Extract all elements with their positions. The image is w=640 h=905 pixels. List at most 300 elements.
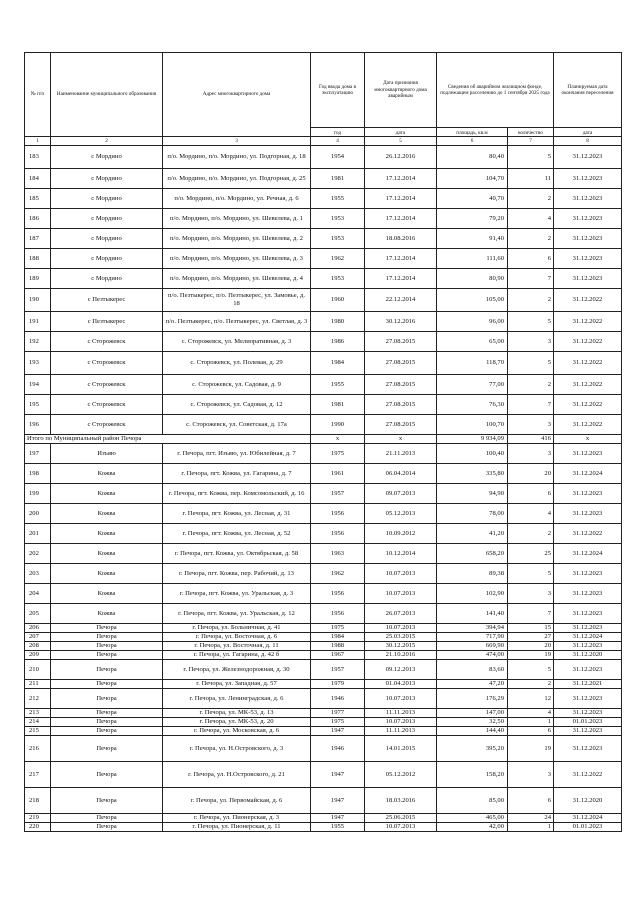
total-area: 9 934,09	[437, 435, 508, 444]
row-area: 158,20	[437, 762, 508, 788]
row-year: 1961	[311, 464, 365, 484]
row-qty: 6	[508, 249, 554, 269]
table-row	[25, 762, 622, 788]
row-area: 80,40	[437, 146, 508, 169]
row-area: 144,40	[437, 727, 508, 736]
row-date: 10.09.2012	[365, 524, 437, 544]
row-address: г. Печора, пгт. Кожва, ул. Октябрьская, д. 58	[163, 544, 311, 564]
row-year: 1953	[311, 269, 365, 289]
row-date: 27.08.2015	[365, 332, 437, 352]
row-qty: 3	[508, 415, 554, 435]
row-municipality: с Мордино	[51, 229, 163, 249]
row-number: 184	[25, 169, 51, 189]
row-municipality: с Сторожевск	[51, 332, 163, 352]
row-qty: 5	[508, 660, 554, 680]
row-qty: 1	[508, 823, 554, 832]
table-row	[25, 823, 622, 832]
row-number: 205	[25, 604, 51, 624]
row-area: 91,40	[437, 229, 508, 249]
row-number: 204	[25, 584, 51, 604]
table-row	[25, 624, 622, 633]
row-year: 1975	[311, 444, 365, 464]
row-year: 1980	[311, 312, 365, 332]
row-address: г. Печора, ул. МК-53, д. 20	[163, 718, 311, 727]
row-year: 1956	[311, 604, 365, 624]
row-plan: 31.12.2024	[554, 464, 622, 484]
row-municipality: с Пезтыкерес	[51, 289, 163, 312]
row-number: 188	[25, 249, 51, 269]
row-area: 94,90	[437, 484, 508, 504]
row-number: 196	[25, 415, 51, 435]
col-index-1: 1	[25, 137, 51, 146]
row-qty: 5	[508, 312, 554, 332]
table-row	[25, 727, 622, 736]
col-index-5: 5	[365, 137, 437, 146]
row-number: 187	[25, 229, 51, 249]
row-date: 30.12.2015	[365, 642, 437, 651]
table-row	[25, 464, 622, 484]
row-municipality: с Сторожевск	[51, 415, 163, 435]
row-date: 26.07.2013	[365, 604, 437, 624]
row-municipality: Печора	[51, 814, 163, 823]
row-year: 1955	[311, 823, 365, 832]
row-date: 27.08.2015	[365, 375, 437, 395]
row-qty: 3	[508, 762, 554, 788]
row-address: г. Печора, пгт. Кожва, ул. Лесная, д. 52	[163, 524, 311, 544]
row-date: 01.04.2013	[365, 680, 437, 689]
row-municipality: Кожва	[51, 464, 163, 484]
row-number: 215	[25, 727, 51, 736]
row-year: 1953	[311, 229, 365, 249]
row-area: 100,40	[437, 444, 508, 464]
row-plan: 31.12.2023	[554, 584, 622, 604]
row-year: 1988	[311, 642, 365, 651]
row-number: 209	[25, 651, 51, 660]
row-address: г. Печора, ул. МК-53, д. 13	[163, 709, 311, 718]
col-index-6: 6	[437, 137, 508, 146]
table-row	[25, 564, 622, 584]
row-qty: 5	[508, 564, 554, 584]
row-qty: 4	[508, 504, 554, 524]
row-year: 1975	[311, 624, 365, 633]
row-area: 83,60	[437, 660, 508, 680]
row-municipality: Кожва	[51, 544, 163, 564]
subheader-date: дата	[365, 128, 437, 137]
row-area: 41,20	[437, 524, 508, 544]
row-address: г. Печора, пгт. Кожва, ул. Уральская, д. 12	[163, 604, 311, 624]
total-qty: 416	[508, 435, 554, 444]
row-date: 25.03.2015	[365, 633, 437, 642]
row-year: 1953	[311, 209, 365, 229]
row-address: с. Сторожевск, ул. Садовая, д. 12	[163, 395, 311, 415]
row-plan: 31.12.2024	[554, 633, 622, 642]
row-number: 216	[25, 736, 51, 762]
row-plan: 31.12.2023	[554, 189, 622, 209]
row-date: 21.11.2013	[365, 444, 437, 464]
header-emergency-fund: Сведения об аварийном жилищном фонде, подлежащем расселению до 1 сентября 2025 года	[437, 53, 554, 128]
row-number: 192	[25, 332, 51, 352]
row-year: 1984	[311, 352, 365, 375]
table-row	[25, 375, 622, 395]
row-municipality: Кожва	[51, 604, 163, 624]
row-municipality: Печора	[51, 736, 163, 762]
row-area: 77,00	[437, 375, 508, 395]
row-municipality: с Мордино	[51, 209, 163, 229]
table-row	[25, 788, 622, 814]
row-date: 17.12.2014	[365, 189, 437, 209]
row-plan: 31.12.2023	[554, 709, 622, 718]
row-area: 141,40	[437, 604, 508, 624]
row-number: 190	[25, 289, 51, 312]
row-year: 1979	[311, 680, 365, 689]
row-date: 05.12.2013	[365, 504, 437, 524]
row-plan: 31.12.2023	[554, 504, 622, 524]
table-row	[25, 352, 622, 375]
row-date: 10.07.2013	[365, 689, 437, 709]
row-qty: 15	[508, 624, 554, 633]
row-number: 198	[25, 464, 51, 484]
table-row	[25, 209, 622, 229]
header-plan-date: Планируемая дата окончания переселения	[554, 53, 622, 128]
subheader-area: площадь, кв.м	[437, 128, 508, 137]
row-area: 76,30	[437, 395, 508, 415]
row-qty: 6	[508, 788, 554, 814]
row-municipality: с Мордино	[51, 146, 163, 169]
row-municipality: Печора	[51, 788, 163, 814]
row-year: 1947	[311, 814, 365, 823]
row-address: п/о. Мордино, п/о. Мордино, ул. Подгорная, д. 25	[163, 169, 311, 189]
row-qty: 2	[508, 524, 554, 544]
document-page	[24, 52, 621, 832]
table-row	[25, 633, 622, 642]
row-address: г. Печора, ул. Железнодорожная, д. 30	[163, 660, 311, 680]
row-plan: 31.12.2023	[554, 484, 622, 504]
header-address: Адрес многоквартирного дома	[163, 53, 311, 137]
row-year: 1954	[311, 146, 365, 169]
total-date: x	[365, 435, 437, 444]
row-qty: 12	[508, 689, 554, 709]
table-row	[25, 444, 622, 464]
row-qty: 20	[508, 642, 554, 651]
table-row	[25, 718, 622, 727]
row-year: 1957	[311, 660, 365, 680]
row-date: 10.07.2013	[365, 823, 437, 832]
subheader-plan: дата	[554, 128, 622, 137]
row-date: 26.12.2016	[365, 146, 437, 169]
row-area: 111,60	[437, 249, 508, 269]
row-area: 118,70	[437, 352, 508, 375]
table-body	[25, 146, 622, 832]
row-date: 11.11.2013	[365, 709, 437, 718]
table-row	[25, 651, 622, 660]
total-label: Итого по Муниципальный район Печора	[25, 435, 311, 444]
row-number: 183	[25, 146, 51, 169]
header-date: Дата признания многоквартирного дома аварийным	[365, 53, 437, 128]
housing-table	[24, 52, 622, 832]
row-qty: 7	[508, 395, 554, 415]
row-municipality: Печора	[51, 633, 163, 642]
table-row	[25, 736, 622, 762]
row-plan: 31.12.2023	[554, 736, 622, 762]
row-qty: 27	[508, 633, 554, 642]
row-qty: 19	[508, 651, 554, 660]
row-qty: 2	[508, 375, 554, 395]
row-qty: 7	[508, 604, 554, 624]
table-row	[25, 504, 622, 524]
row-number: 195	[25, 395, 51, 415]
row-qty: 6	[508, 727, 554, 736]
row-plan: 01.01.2023	[554, 823, 622, 832]
row-address: п/о. Мордино, п/о. Мордино, ул. Шевелева, д. 2	[163, 229, 311, 249]
row-plan: 31.12.2023	[554, 727, 622, 736]
row-date: 11.11.2013	[365, 727, 437, 736]
row-date: 09.07.2013	[365, 484, 437, 504]
row-address: г. Печора, пгт. Кожва, ул. Уральская, д. 3	[163, 584, 311, 604]
row-number: 217	[25, 762, 51, 788]
row-date: 17.12.2014	[365, 269, 437, 289]
row-municipality: Печора	[51, 727, 163, 736]
row-plan: 31.12.2024	[554, 814, 622, 823]
row-year: 1955	[311, 189, 365, 209]
row-year: 1956	[311, 584, 365, 604]
table-row	[25, 312, 622, 332]
row-plan: 31.12.2024	[554, 544, 622, 564]
row-plan: 31.12.2023	[554, 269, 622, 289]
table-row	[25, 660, 622, 680]
row-plan: 31.12.2022	[554, 352, 622, 375]
total-row	[25, 435, 622, 444]
row-date: 10.07.2013	[365, 624, 437, 633]
table-row	[25, 689, 622, 709]
row-area: 85,00	[437, 788, 508, 814]
row-address: г. Печора, пгт. Кожва, пер. Комсомольский, д. 16	[163, 484, 311, 504]
row-area: 669,90	[437, 642, 508, 651]
table-row	[25, 289, 622, 312]
row-year: 1957	[311, 484, 365, 504]
row-date: 10.07.2013	[365, 584, 437, 604]
row-plan: 31.12.2022	[554, 524, 622, 544]
row-date: 21.10.2016	[365, 651, 437, 660]
row-municipality: с Сторожевск	[51, 352, 163, 375]
row-municipality: с Мордино	[51, 269, 163, 289]
row-date: 22.12.2014	[365, 289, 437, 312]
row-plan: 31.12.2022	[554, 312, 622, 332]
row-area: 395,20	[437, 736, 508, 762]
row-address: п/о. Мордино, п/о. Мордино, ул. Шевелева, д. 3	[163, 249, 311, 269]
row-municipality: Кожва	[51, 564, 163, 584]
row-municipality: Кожва	[51, 524, 163, 544]
row-number: 213	[25, 709, 51, 718]
row-number: 200	[25, 504, 51, 524]
row-qty: 2	[508, 189, 554, 209]
row-year: 1946	[311, 689, 365, 709]
row-municipality: с Пезтыкерес	[51, 312, 163, 332]
row-address: г. Печора, ул. Восточная, д. 11	[163, 642, 311, 651]
row-address: г. Печора, ул. Восточная, д. 6	[163, 633, 311, 642]
row-plan: 31.12.2023	[554, 642, 622, 651]
row-area: 717,90	[437, 633, 508, 642]
subheader-year: год	[311, 128, 365, 137]
table-row	[25, 642, 622, 651]
row-qty: 3	[508, 584, 554, 604]
row-plan: 31.12.2022	[554, 332, 622, 352]
row-municipality: Печора	[51, 709, 163, 718]
row-qty: 5	[508, 146, 554, 169]
row-address: г. Печора, ул. Больничная, д. 41	[163, 624, 311, 633]
row-number: 202	[25, 544, 51, 564]
row-address: с. Сторожевск, ул. Садовая, д. 9	[163, 375, 311, 395]
row-address: г. Печора, пгт. Изъяю, ул. Юбилейная, д. 7	[163, 444, 311, 464]
row-year: 1986	[311, 332, 365, 352]
row-municipality: Печора	[51, 642, 163, 651]
table-header	[25, 53, 622, 146]
row-year: 1981	[311, 395, 365, 415]
row-qty: 25	[508, 544, 554, 564]
row-area: 474,00	[437, 651, 508, 660]
row-year: 1977	[311, 709, 365, 718]
row-date: 27.08.2015	[365, 395, 437, 415]
row-municipality: Изъяю	[51, 444, 163, 464]
row-address: г. Печора, пгт. Кожва, пер. Рабочий, д. 13	[163, 564, 311, 584]
row-qty: 3	[508, 332, 554, 352]
row-plan: 31.12.2022	[554, 762, 622, 788]
row-qty: 24	[508, 814, 554, 823]
row-date: 10.07.2013	[365, 564, 437, 584]
row-address: г. Печора, ул. Западная, д. 57	[163, 680, 311, 689]
row-number: 201	[25, 524, 51, 544]
row-area: 65,00	[437, 332, 508, 352]
row-address: г. Печора, ул. Пионерская, д. 3	[163, 814, 311, 823]
row-plan: 31.12.2023	[554, 444, 622, 464]
row-number: 220	[25, 823, 51, 832]
row-plan: 31.12.2023	[554, 689, 622, 709]
row-municipality: Кожва	[51, 504, 163, 524]
row-municipality: с Мордино	[51, 189, 163, 209]
col-index-7: 7	[508, 137, 554, 146]
row-year: 1960	[311, 289, 365, 312]
table-row	[25, 189, 622, 209]
row-plan: 31.12.2023	[554, 624, 622, 633]
table-row	[25, 415, 622, 435]
row-date: 10.07.2013	[365, 718, 437, 727]
row-address: п/о. Пезтыкерес, п/о. Пезтыкерес, ул. Светлая, д. 3	[163, 312, 311, 332]
header-year: Год ввода дома в эксплуатацию	[311, 53, 365, 128]
row-municipality: Печора	[51, 823, 163, 832]
row-number: 211	[25, 680, 51, 689]
table-row	[25, 332, 622, 352]
row-number: 186	[25, 209, 51, 229]
row-qty: 11	[508, 169, 554, 189]
row-area: 89,38	[437, 564, 508, 584]
table-row	[25, 229, 622, 249]
row-area: 47,20	[437, 680, 508, 689]
row-date: 10.12.2014	[365, 544, 437, 564]
row-plan: 31.12.2023	[554, 604, 622, 624]
row-area: 78,00	[437, 504, 508, 524]
row-area: 105,00	[437, 289, 508, 312]
row-number: 208	[25, 642, 51, 651]
row-qty: 6	[508, 484, 554, 504]
row-municipality: Печора	[51, 680, 163, 689]
row-municipality: Печора	[51, 651, 163, 660]
row-date: 09.12.2013	[365, 660, 437, 680]
row-area: 32,50	[437, 718, 508, 727]
row-number: 206	[25, 624, 51, 633]
row-plan: 31.12.2023	[554, 660, 622, 680]
row-plan: 01.01.2023	[554, 718, 622, 727]
row-area: 96,00	[437, 312, 508, 332]
row-address: с. Сторожевск, ул. Полевая, д. 29	[163, 352, 311, 375]
row-address: г. Печора, ул. Н.Островского, д. 21	[163, 762, 311, 788]
table-row	[25, 544, 622, 564]
table-row	[25, 249, 622, 269]
row-qty: 7	[508, 269, 554, 289]
row-plan: 31.12.2023	[554, 564, 622, 584]
row-address: г. Печора, пгт. Кожва, ул. Гагарина, д. 7	[163, 464, 311, 484]
row-address: п/о. Мордино, п/о. Мордино, ул. Шевелева, д. 1	[163, 209, 311, 229]
row-plan: 31.12.2020	[554, 651, 622, 660]
row-qty: 1	[508, 718, 554, 727]
row-plan: 31.12.2023	[554, 229, 622, 249]
row-year: 1984	[311, 633, 365, 642]
row-year: 1956	[311, 504, 365, 524]
row-address: г. Печора, ул. Московская, д. 6	[163, 727, 311, 736]
table-row	[25, 484, 622, 504]
row-address: с. Сторожевск, ул. Советская, д. 17а	[163, 415, 311, 435]
row-date: 27.08.2015	[365, 415, 437, 435]
header-municipality: Наименование муниципального образования	[51, 53, 163, 137]
row-municipality: Печора	[51, 660, 163, 680]
row-address: п/о. Мордино, п/о. Мордино, ул. Подгорная, д. 18	[163, 146, 311, 169]
row-municipality: с Сторожевск	[51, 395, 163, 415]
row-area: 147,00	[437, 709, 508, 718]
row-plan: 31.12.2023	[554, 249, 622, 269]
row-qty: 2	[508, 229, 554, 249]
row-address: п/о. Пезтыкерес, п/о. Пезтыкерес, ул. Замовье, д. 18	[163, 289, 311, 312]
row-plan: 31.12.2023	[554, 209, 622, 229]
row-plan: 31.12.2022	[554, 415, 622, 435]
table-row	[25, 146, 622, 169]
row-year: 1947	[311, 762, 365, 788]
row-year: 1955	[311, 375, 365, 395]
row-number: 194	[25, 375, 51, 395]
row-area: 465,00	[437, 814, 508, 823]
col-index-4: 4	[311, 137, 365, 146]
row-plan: 31.12.2023	[554, 146, 622, 169]
table-row	[25, 709, 622, 718]
table-row	[25, 269, 622, 289]
row-year: 1947	[311, 788, 365, 814]
row-year: 1975	[311, 718, 365, 727]
row-number: 219	[25, 814, 51, 823]
row-municipality: с Мордино	[51, 249, 163, 269]
total-year: x	[311, 435, 365, 444]
row-area: 176,29	[437, 689, 508, 709]
row-address: г. Печора, ул. Пионерская, д. 11	[163, 823, 311, 832]
col-index-3: 3	[163, 137, 311, 146]
row-area: 102,90	[437, 584, 508, 604]
row-date: 18.03.2016	[365, 788, 437, 814]
row-plan: 31.12.2022	[554, 289, 622, 312]
row-qty: 4	[508, 709, 554, 718]
row-number: 197	[25, 444, 51, 464]
row-area: 100,70	[437, 415, 508, 435]
header-number: № п/п	[25, 53, 51, 137]
row-year: 1963	[311, 544, 365, 564]
row-number: 185	[25, 189, 51, 209]
row-date: 25.06.2015	[365, 814, 437, 823]
row-plan: 31.12.2020	[554, 788, 622, 814]
